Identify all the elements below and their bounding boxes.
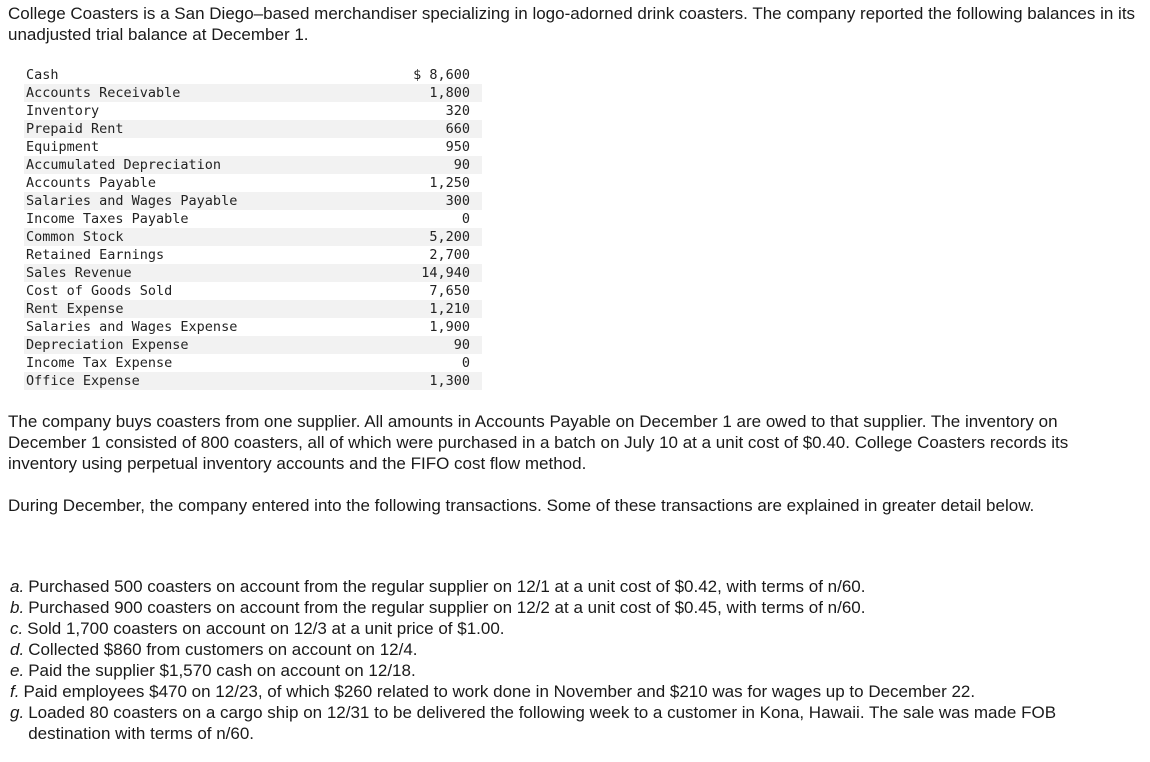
account-name: Income Tax Expense (26, 355, 173, 371)
transaction-item (10, 681, 1140, 702)
transaction-text: Purchased 500 coasters on account from the regular supplier on 12/1 at a unit cost of $0.42, with terms of n/60. (28, 577, 866, 596)
trial-balance-row (24, 192, 482, 210)
account-name: Cash (26, 67, 59, 83)
account-amount: 950 (445, 139, 470, 155)
trial-balance-row (24, 210, 482, 228)
trial-balance-row (24, 282, 482, 300)
account-amount: 1,300 (429, 373, 470, 389)
account-name: Accounts Payable (26, 175, 157, 191)
trial-balance-row (24, 174, 482, 192)
account-amount: 2,700 (429, 247, 470, 263)
account-name: Depreciation Expense (26, 337, 189, 353)
trial-balance-table (24, 66, 482, 390)
account-name: Income Taxes Payable (26, 211, 189, 227)
transactions-intro-paragraph: During December, the company entered into the following transactions. Some of these transactions are explained in greater detail below. (8, 496, 1035, 515)
transaction-text: Collected $860 from customers on account on 12/4. (28, 640, 418, 659)
trial-balance-row (24, 336, 482, 354)
account-amount: 5,200 (429, 229, 470, 245)
transaction-letter: a. (10, 577, 25, 596)
transaction-item (10, 639, 1140, 660)
trial-balance-row (24, 102, 482, 120)
trial-balance-row (24, 120, 482, 138)
account-amount: 1,250 (429, 175, 470, 191)
account-name: Inventory (26, 103, 100, 119)
account-amount: 1,800 (429, 85, 470, 101)
transaction-letter: d. (10, 640, 25, 659)
trial-balance-row (24, 300, 482, 318)
account-amount: 90 (453, 157, 470, 173)
account-amount: 320 (445, 103, 470, 119)
account-name: Office Expense (26, 373, 140, 389)
account-amount: 1,210 (429, 301, 470, 317)
account-amount: $ 8,600 (413, 67, 470, 83)
transaction-letter: c. (10, 619, 24, 638)
transaction-item (10, 597, 1140, 618)
transaction-letter: b. (10, 598, 25, 617)
account-amount: 0 (461, 355, 470, 371)
transaction-text: Purchased 900 coasters on account from the regular supplier on 12/2 at a unit cost of $0.45, with terms of n/60. (28, 598, 866, 617)
trial-balance-row (24, 264, 482, 282)
trial-balance-row (24, 318, 482, 336)
trial-balance-row (24, 84, 482, 102)
account-amount: 1,900 (429, 319, 470, 335)
account-name: Rent Expense (26, 301, 124, 317)
trial-balance-row (24, 354, 482, 372)
trial-balance-row (24, 138, 482, 156)
transaction-item (10, 618, 1140, 639)
account-name: Accumulated Depreciation (26, 157, 222, 173)
transaction-text: Sold 1,700 coasters on account on 12/3 at a unit price of $1.00. (27, 619, 505, 638)
account-amount: 90 (453, 337, 470, 353)
transaction-text: Paid the supplier $1,570 cash on account on 12/18. (28, 661, 416, 680)
trial-balance-row (24, 66, 482, 84)
transaction-letter: f. (10, 682, 20, 701)
supplier-paragraph: The company buys coasters from one supplier. All amounts in Accounts Payable on December 1 are owed to that supplier. The inventory on December 1 consisted of 800 coasters, all of which were purchased in a batch on July 10 at a unit cost of $0.40. College Coasters records its inventory using perpetual inventory accounts and the FIFO cost flow method. (8, 412, 1069, 473)
transaction-item (10, 660, 1140, 681)
account-name: Cost of Goods Sold (26, 283, 173, 299)
transaction-text: Paid employees $470 on 12/23, of which $260 related to work done in November and $210 was for wages up to December 22. (23, 682, 976, 701)
transaction-list (10, 576, 1140, 744)
account-amount: 7,650 (429, 283, 470, 299)
account-name: Prepaid Rent (26, 121, 124, 137)
account-name: Retained Earnings (26, 247, 165, 263)
transaction-text: Loaded 80 coasters on a cargo ship on 12/31 to be delivered the following week to a customer in Kona, Hawaii. The sale was made FOB destination with terms of n/60. (28, 703, 1057, 743)
transaction-letter: g. (10, 703, 25, 722)
account-name: Salaries and Wages Payable (26, 193, 238, 209)
account-name: Salaries and Wages Expense (26, 319, 238, 335)
account-amount: 300 (445, 193, 470, 209)
account-name: Common Stock (26, 229, 124, 245)
account-name: Equipment (26, 139, 100, 155)
account-amount: 0 (461, 211, 470, 227)
account-amount: 14,940 (421, 265, 470, 281)
transaction-item (10, 576, 1140, 597)
trial-balance-row (24, 246, 482, 264)
trial-balance-row (24, 372, 482, 390)
account-name: Sales Revenue (26, 265, 132, 281)
trial-balance-row (24, 156, 482, 174)
account-name: Accounts Receivable (26, 85, 181, 101)
transaction-letter: e. (10, 661, 25, 680)
trial-balance-row (24, 228, 482, 246)
account-amount: 660 (445, 121, 470, 137)
intro-paragraph: College Coasters is a San Diego–based merchandiser specializing in logo-adorned drink coasters. The company reported the following balances in its unadjusted trial balance at December 1. (8, 4, 1136, 44)
transaction-item (10, 702, 1140, 744)
